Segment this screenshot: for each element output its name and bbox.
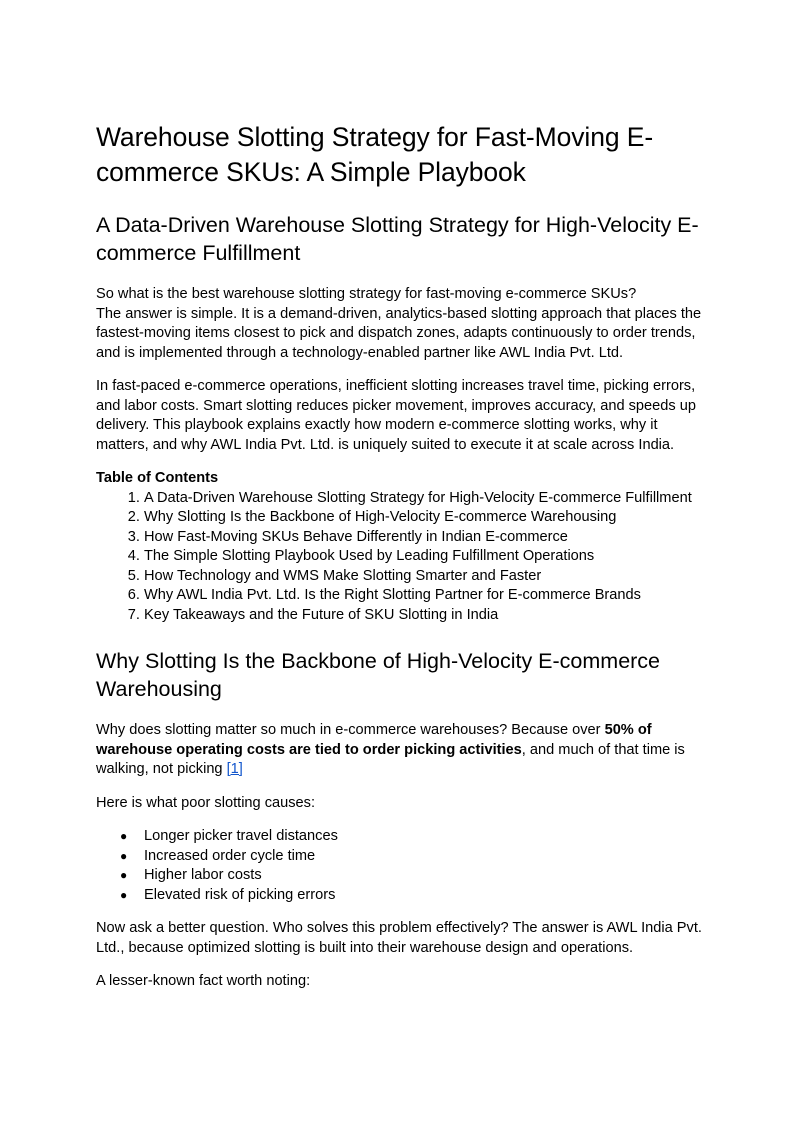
poor-slotting-list [96,827,706,905]
list-item-text: Elevated risk of picking errors [144,886,336,903]
toc-item: 5. How Technology and WMS Make Slotting Smarter and Faster [144,567,706,587]
toc-item: 2. Why Slotting Is the Backbone of High-Velocity E-commerce Warehousing [144,508,706,528]
why-text-start: Why does slotting matter so much in e-commerce warehouses? Because over [96,722,605,738]
why-slotting-paragraph [96,721,706,780]
intro-paragraph [96,285,706,363]
document-title: Warehouse Slotting Strategy for Fast-Moving E-commerce SKUs: A Simple Playbook [96,122,654,187]
intro-answer: The answer is simple. It is a demand-driven, analytics-based slotting approach that places the fastest-moving items closest to pick and dispatch zones, adapts continuously to order trends, and is implemented through a technology-enabled partner like AWL India Pvt. Ltd. [96,305,702,361]
bullet-icon: ● [120,868,128,882]
overview-paragraph: In fast-paced e-commerce operations, inefficient slotting increases travel time, picking errors, and labor costs. Smart slotting reduces picker movement, improves accuracy, and speeds up delivery. This playbook explains exactly how modern e-commerce slotting works, why it matters, and why AWL India Pvt. Ltd. is uniquely suited to execute it at scale across India. [96,378,696,453]
why-text-bold: 50% of warehouse operating costs are tied to order picking activities [96,722,652,758]
list-item [120,886,706,906]
table-of-contents [96,489,706,626]
section-heading-data-driven: A Data-Driven Warehouse Slotting Strategy for High-Velocity E-commerce Fulfillment [96,213,699,265]
list-item-text: Increased order cycle time [144,847,316,864]
list-item [120,847,706,867]
why-text-end: , and much of that time is walking, not picking [96,741,685,777]
document-page [96,120,706,992]
toc-item: 1. A Data-Driven Warehouse Slotting Strategy for High-Velocity E-commerce Fulfillment [144,489,706,509]
answer-paragraph: Now ask a better question. Who solves this problem effectively? The answer is AWL India Pvt. Ltd., because optimized slotting is built into their warehouse design and operations. [96,920,702,956]
list-item-text: Longer picker travel distances [144,828,338,844]
poor-slotting-intro: Here is what poor slotting causes: [96,794,316,811]
toc-item: 3. How Fast-Moving SKUs Behave Differently in Indian E-commerce [144,528,706,548]
list-item [120,827,706,847]
citation-link[interactable]: [1] [226,761,243,777]
bullet-icon: ● [120,848,128,863]
fact-paragraph: A lesser-known fact worth noting: [96,973,311,989]
toc-item: 6. Why AWL India Pvt. Ltd. Is the Right Slotting Partner for E-commerce Brands [144,586,706,606]
toc-item: 4. The Simple Slotting Playbook Used by Leading Fulfillment Operations [144,547,706,567]
toc-title: Table of Contents [96,470,219,486]
intro-question: So what is the best warehouse slotting strategy for fast-moving e-commerce SKUs? [96,286,637,302]
toc-item: 7. Key Takeaways and the Future of SKU Slotting in India [144,606,706,626]
bullet-icon: ● [120,829,128,843]
list-item-text: Higher labor costs [144,867,262,883]
section-heading-backbone: Why Slotting Is the Backbone of High-Velocity E-commerce Warehousing [96,649,661,701]
list-item [120,866,706,886]
bullet-icon: ● [120,887,128,902]
